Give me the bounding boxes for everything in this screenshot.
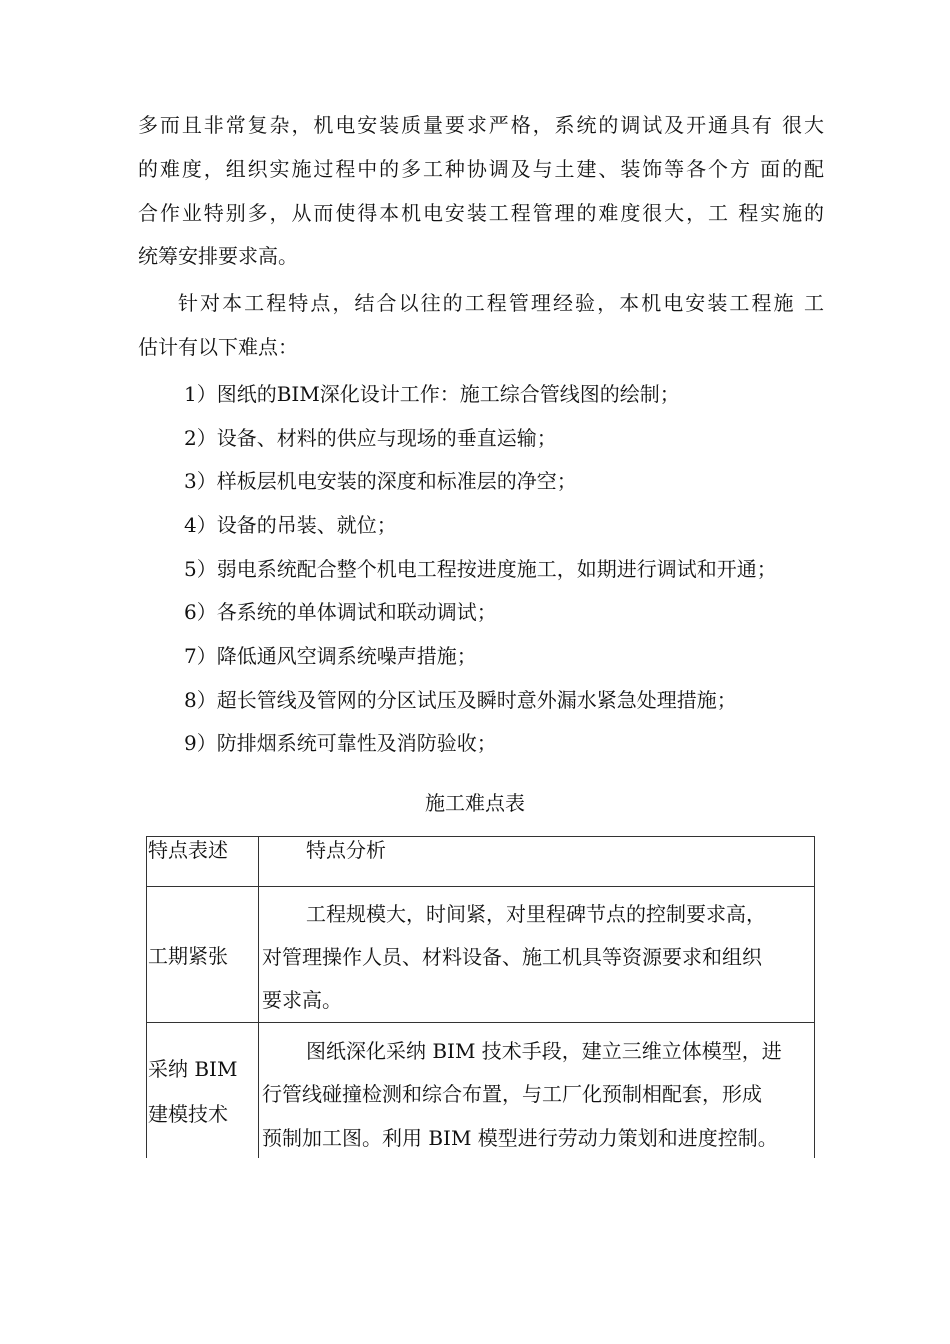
difficulty-item-8: 8）超长管线及管网的分区试压及瞬时意外漏水紧急处理措施； [184, 688, 737, 712]
table-row-2-analysis-line-3: 预制加工图。利用 BIM 模型进行劳动力策划和进度控制。 [262, 1126, 778, 1150]
table-header-divider [146, 886, 815, 887]
table-column-divider [258, 836, 259, 1158]
table-row-1-analysis-line-3: 要求高。 [262, 988, 342, 1012]
difficulty-item-4: 4）设备的吊装、就位； [184, 513, 397, 537]
second-para-line-1: 针对本工程特点，结合以往的工程管理经验，本机电安装工程施 工 [178, 291, 824, 315]
table-header-analysis: 特点分析 [306, 838, 386, 862]
difficulty-table [146, 836, 815, 1158]
second-para-line-2: 估计有以下难点： [138, 335, 298, 359]
difficulty-item-5: 5）弱电系统配合整个机电工程按进度施工，如期进行调试和开通； [184, 557, 777, 581]
table-row-2-analysis-line-1: 图纸深化采纳 BIM 技术手段，建立三维立体模型，进 [306, 1039, 782, 1063]
intro-line-2: 的难度，组织实施过程中的多工种协调及与土建、装饰等各个方 面的配 [138, 157, 824, 181]
table-right-border [814, 836, 815, 1158]
table-row-1-feature: 工期紧张 [148, 944, 228, 968]
difficulty-item-2: 2）设备、材料的供应与现场的垂直运输； [184, 426, 557, 450]
intro-line-1: 多而且非常复杂，机电安装质量要求严格，系统的调试及开通具有 很大 [138, 113, 824, 137]
table-row-1-analysis-line-2: 对管理操作人员、材料设备、施工机具等资源要求和组织 [262, 945, 762, 969]
table-left-border [146, 836, 147, 1158]
difficulty-item-7: 7）降低通风空调系统噪声措施； [184, 644, 477, 668]
table-caption: 施工难点表 [425, 791, 525, 815]
difficulty-item-6: 6）各系统的单体调试和联动调试； [184, 600, 497, 624]
table-top-border [146, 836, 815, 837]
difficulty-item-1: 1）图纸的BIM深化设计工作：施工综合管线图的绘制； [184, 382, 680, 406]
table-row-divider [146, 1022, 815, 1023]
table-row-2-feature-line-1: 采纳 BIM [148, 1057, 238, 1081]
table-row-1-analysis-line-1: 工程规模大，时间紧，对里程碑节点的控制要求高， [306, 902, 766, 926]
table-row-2-feature-line-2: 建模技术 [148, 1102, 228, 1126]
table-row-2-analysis-line-2: 行管线碰撞检测和综合布置，与工厂化预制相配套，形成 [262, 1082, 762, 1106]
difficulty-item-9: 9）防排烟系统可靠性及消防验收； [184, 731, 497, 755]
difficulty-item-3: 3）样板层机电安装的深度和标准层的净空； [184, 469, 577, 493]
intro-line-4: 统筹安排要求高。 [138, 244, 298, 268]
intro-line-3: 合作业特别多，从而使得本机电安装工程管理的难度很大，工 程实施的 [138, 201, 824, 225]
table-header-feature: 特点表述 [148, 838, 228, 862]
